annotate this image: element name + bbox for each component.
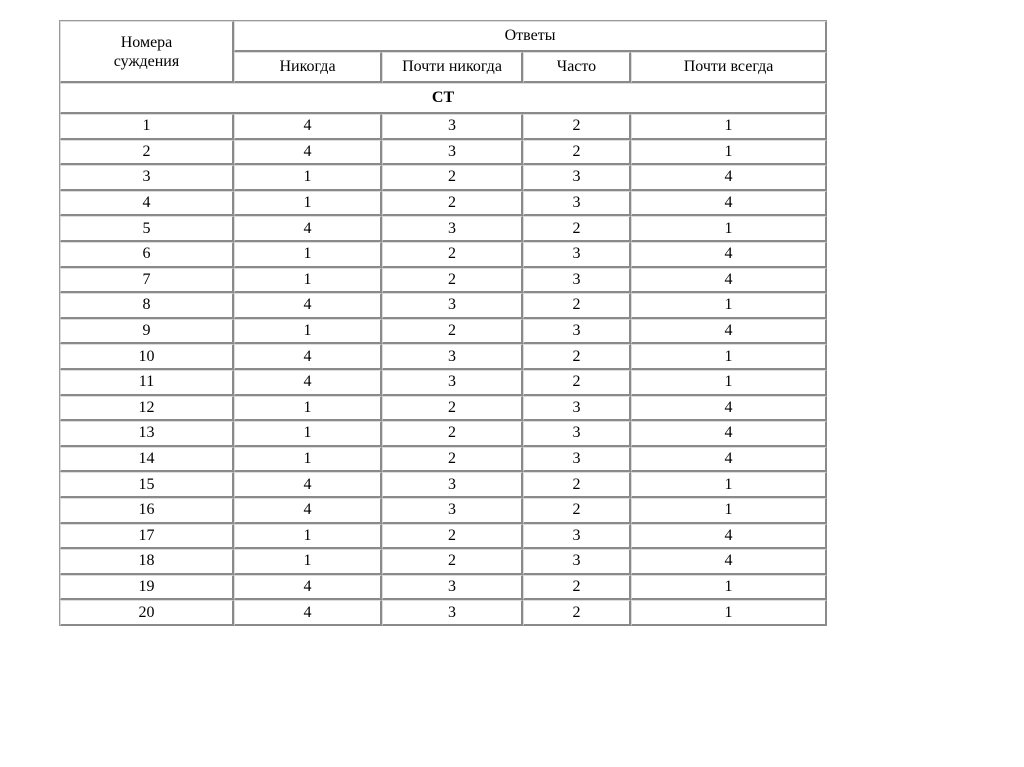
table-row (60, 498, 827, 524)
score-cell: 1 (631, 344, 827, 370)
table-row (60, 319, 827, 345)
score-cell: 4 (631, 447, 827, 473)
score-cell: 4 (234, 293, 382, 319)
table-row (60, 242, 827, 268)
statement-number-cell: 3 (60, 165, 234, 191)
score-cell: 3 (523, 191, 631, 217)
table-row (60, 524, 827, 550)
score-cell: 1 (631, 472, 827, 498)
statement-number-cell: 8 (60, 293, 234, 319)
score-cell: 1 (234, 165, 382, 191)
score-cell: 3 (523, 242, 631, 268)
score-cell: 3 (523, 396, 631, 422)
score-cell: 4 (234, 344, 382, 370)
score-cell: 1 (631, 575, 827, 601)
score-cell: 2 (523, 140, 631, 166)
score-cell: 2 (523, 575, 631, 601)
score-cell: 3 (523, 165, 631, 191)
score-cell: 2 (382, 549, 523, 575)
score-cell: 1 (234, 191, 382, 217)
score-cell: 4 (234, 370, 382, 396)
score-cell: 4 (631, 421, 827, 447)
answer-col-header-almost-always: Почти всегда (631, 52, 827, 83)
header-row-top (60, 21, 827, 52)
score-cell: 3 (523, 421, 631, 447)
table-row (60, 472, 827, 498)
statement-number-cell: 15 (60, 472, 234, 498)
section-row (60, 83, 827, 114)
table-row (60, 370, 827, 396)
score-cell: 2 (382, 191, 523, 217)
score-cell: 1 (234, 524, 382, 550)
score-cell: 3 (382, 216, 523, 242)
score-cell: 2 (382, 242, 523, 268)
score-cell: 2 (523, 370, 631, 396)
score-cell: 4 (631, 549, 827, 575)
score-cell: 4 (631, 242, 827, 268)
score-cell: 4 (631, 396, 827, 422)
table-row (60, 165, 827, 191)
score-cell: 3 (523, 319, 631, 345)
statement-number-cell: 2 (60, 140, 234, 166)
score-cell: 1 (631, 293, 827, 319)
statement-number-cell: 20 (60, 600, 234, 626)
score-cell: 1 (234, 549, 382, 575)
score-cell: 1 (631, 600, 827, 626)
statement-number-cell: 10 (60, 344, 234, 370)
score-cell: 3 (523, 268, 631, 294)
statement-number-cell: 5 (60, 216, 234, 242)
score-cell: 4 (234, 498, 382, 524)
score-cell: 2 (523, 114, 631, 140)
statement-number-header-line2: суждения (113, 52, 180, 70)
score-cell: 3 (523, 447, 631, 473)
table-row (60, 216, 827, 242)
score-cell: 3 (382, 114, 523, 140)
score-cell: 3 (382, 600, 523, 626)
table-row (60, 114, 827, 140)
table-row (60, 140, 827, 166)
scoring-key-table (59, 20, 827, 626)
score-cell: 2 (382, 268, 523, 294)
table-row (60, 447, 827, 473)
score-cell: 4 (234, 472, 382, 498)
score-cell: 1 (234, 319, 382, 345)
answers-header: Ответы (234, 21, 827, 52)
score-cell: 4 (631, 165, 827, 191)
table-row (60, 396, 827, 422)
score-cell: 2 (523, 344, 631, 370)
table-row (60, 344, 827, 370)
answer-col-header-never: Никогда (234, 52, 382, 83)
statement-number-cell: 19 (60, 575, 234, 601)
table-body (60, 21, 827, 626)
statement-number-cell: 17 (60, 524, 234, 550)
table-row (60, 191, 827, 217)
score-cell: 3 (523, 524, 631, 550)
section-label: СТ (60, 83, 827, 114)
score-cell: 4 (234, 575, 382, 601)
statement-number-cell: 7 (60, 268, 234, 294)
score-cell: 4 (234, 216, 382, 242)
score-cell: 2 (523, 472, 631, 498)
statement-number-cell: 11 (60, 370, 234, 396)
score-cell: 4 (234, 600, 382, 626)
score-cell: 3 (382, 472, 523, 498)
score-cell: 3 (382, 498, 523, 524)
score-cell: 1 (234, 396, 382, 422)
statement-number-cell: 18 (60, 549, 234, 575)
answer-col-header-often: Часто (523, 52, 631, 83)
statement-number-cell: 1 (60, 114, 234, 140)
score-cell: 2 (382, 524, 523, 550)
score-cell: 2 (382, 447, 523, 473)
score-cell: 4 (234, 114, 382, 140)
table-row (60, 575, 827, 601)
score-cell: 1 (234, 447, 382, 473)
score-cell: 1 (631, 140, 827, 166)
score-cell: 2 (382, 319, 523, 345)
score-cell: 1 (631, 114, 827, 140)
table-row (60, 268, 827, 294)
table-row (60, 600, 827, 626)
table-row (60, 421, 827, 447)
statement-number-cell: 13 (60, 421, 234, 447)
score-cell: 3 (382, 344, 523, 370)
statement-number-cell: 9 (60, 319, 234, 345)
score-cell: 2 (523, 216, 631, 242)
table-row (60, 549, 827, 575)
statement-number-cell: 6 (60, 242, 234, 268)
statement-number-header-line1: Номера (120, 33, 173, 51)
score-cell: 2 (523, 293, 631, 319)
statement-number-cell: 14 (60, 447, 234, 473)
statement-number-cell: 4 (60, 191, 234, 217)
score-cell: 1 (234, 242, 382, 268)
score-cell: 2 (382, 396, 523, 422)
score-cell: 2 (382, 421, 523, 447)
score-cell: 3 (523, 549, 631, 575)
score-cell: 1 (234, 421, 382, 447)
score-cell: 4 (631, 268, 827, 294)
score-cell: 2 (523, 498, 631, 524)
score-cell: 4 (234, 140, 382, 166)
score-cell: 1 (234, 268, 382, 294)
statement-number-cell: 12 (60, 396, 234, 422)
score-cell: 3 (382, 370, 523, 396)
score-cell: 4 (631, 524, 827, 550)
score-cell: 1 (631, 216, 827, 242)
score-cell: 4 (631, 319, 827, 345)
statement-number-header (60, 21, 234, 83)
score-cell: 1 (631, 370, 827, 396)
score-cell: 3 (382, 140, 523, 166)
table-row (60, 293, 827, 319)
score-cell: 1 (631, 498, 827, 524)
score-cell: 2 (382, 165, 523, 191)
score-cell: 2 (523, 600, 631, 626)
answer-col-header-almost-never: Почти никогда (382, 52, 523, 83)
score-cell: 4 (631, 191, 827, 217)
score-cell: 3 (382, 575, 523, 601)
statement-number-cell: 16 (60, 498, 234, 524)
score-cell: 3 (382, 293, 523, 319)
